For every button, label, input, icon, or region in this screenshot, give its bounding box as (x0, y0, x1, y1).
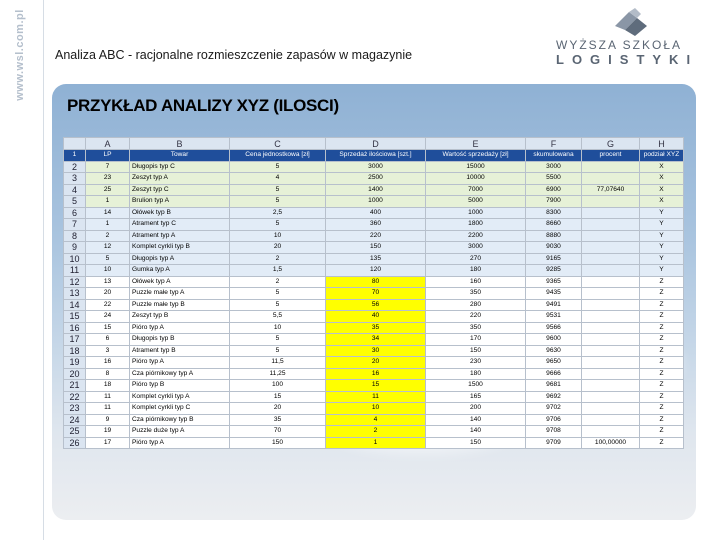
table-cell[interactable]: 2 (230, 253, 326, 265)
row-number[interactable]: 22 (64, 391, 86, 403)
table-cell[interactable]: 150 (230, 437, 326, 449)
table-cell[interactable]: 9650 (526, 357, 582, 369)
row-number[interactable]: 25 (64, 426, 86, 438)
table-cell[interactable]: 1 (86, 196, 130, 208)
table-cell[interactable]: 280 (426, 299, 526, 311)
table-cell[interactable]: Zeszyt typ C (130, 184, 230, 196)
table-cell[interactable]: Z (640, 357, 684, 369)
row-number[interactable]: 24 (64, 414, 86, 426)
table-cell[interactable]: 100,00000 (582, 437, 640, 449)
table-cell[interactable]: 140 (426, 414, 526, 426)
table-cell[interactable]: 9600 (526, 334, 582, 346)
table-cell[interactable] (582, 207, 640, 219)
table-cell[interactable]: 22 (86, 299, 130, 311)
slide-title: PRZYKŁAD ANALIZY XYZ (ILOSCI) (67, 96, 339, 115)
table-row (64, 391, 684, 403)
table-cell[interactable]: 7000 (426, 184, 526, 196)
table-cell[interactable]: Ołówek typ B (130, 207, 230, 219)
spreadsheet (63, 137, 684, 449)
sidebar (0, 0, 40, 540)
column-header: podział XYZ (640, 150, 684, 162)
row-number[interactable]: 8 (64, 230, 86, 242)
row-number[interactable]: 20 (64, 368, 86, 380)
table-cell[interactable]: 11,25 (230, 368, 326, 380)
row-number[interactable]: 9 (64, 242, 86, 254)
table-cell[interactable]: Komplet cyrkli typ A (130, 391, 230, 403)
table-cell[interactable]: Z (640, 368, 684, 380)
table-cell[interactable]: 160 (426, 276, 526, 288)
table-cell[interactable] (582, 161, 640, 173)
table-cell[interactable]: 5 (230, 334, 326, 346)
table-cell[interactable] (582, 253, 640, 265)
table-cell[interactable]: Z (640, 426, 684, 438)
table-cell[interactable]: Długopis typ A (130, 253, 230, 265)
table-cell[interactable]: 6 (86, 334, 130, 346)
table-cell[interactable] (582, 288, 640, 300)
table-row (64, 253, 684, 265)
table-cell[interactable]: 150 (426, 437, 526, 449)
table-row (64, 345, 684, 357)
table-cell[interactable]: 5 (230, 161, 326, 173)
table-cell[interactable]: Atrament typ A (130, 230, 230, 242)
table-cell[interactable]: Z (640, 299, 684, 311)
table-cell[interactable] (582, 414, 640, 426)
table-cell[interactable]: 20 (86, 288, 130, 300)
table-row (64, 161, 684, 173)
table-cell[interactable] (582, 403, 640, 415)
table-row (64, 437, 684, 449)
table-cell[interactable] (582, 265, 640, 277)
table-cell[interactable]: X (640, 196, 684, 208)
table-row (64, 230, 684, 242)
table-cell[interactable] (582, 357, 640, 369)
table-cell[interactable]: 9706 (526, 414, 582, 426)
table-cell[interactable] (582, 219, 640, 231)
table-cell[interactable]: 5 (230, 299, 326, 311)
row-number[interactable]: 2 (64, 161, 86, 173)
table-cell[interactable]: 8300 (526, 207, 582, 219)
row-number[interactable]: 5 (64, 196, 86, 208)
table-cell[interactable]: Puzzle duże typ A (130, 426, 230, 438)
column-header: skumulowana (526, 150, 582, 162)
table-cell[interactable]: 220 (426, 311, 526, 323)
table-cell[interactable]: 10 (86, 265, 130, 277)
table-cell[interactable]: Długopis typ B (130, 334, 230, 346)
table-cell[interactable]: 11,5 (230, 357, 326, 369)
table-cell[interactable]: 9365 (526, 276, 582, 288)
table-cell[interactable]: 15000 (426, 161, 526, 173)
row-number[interactable]: 23 (64, 403, 86, 415)
row-number[interactable]: 14 (64, 299, 86, 311)
table-cell[interactable]: Y (640, 253, 684, 265)
table-cell[interactable]: Z (640, 288, 684, 300)
table-cell[interactable]: Ołówek typ A (130, 276, 230, 288)
table-row (64, 414, 684, 426)
table-cell[interactable]: Y (640, 207, 684, 219)
table-cell[interactable]: Cza piórnikowy typ A (130, 368, 230, 380)
table-cell[interactable]: 9566 (526, 322, 582, 334)
table-cell[interactable]: 34 (326, 334, 426, 346)
table-cell[interactable]: 11 (86, 403, 130, 415)
table-cell[interactable]: 9692 (526, 391, 582, 403)
table-cell[interactable]: X (640, 161, 684, 173)
table-cell[interactable]: 1800 (426, 219, 526, 231)
row-number[interactable]: 13 (64, 288, 86, 300)
table-cell[interactable]: 2,5 (230, 207, 326, 219)
table-cell[interactable]: 9708 (526, 426, 582, 438)
table-cell[interactable] (582, 322, 640, 334)
table-cell[interactable]: Długopis typ C (130, 161, 230, 173)
table-cell[interactable]: 2500 (326, 173, 426, 185)
table-cell[interactable]: 9285 (526, 265, 582, 277)
column-letter[interactable]: A (86, 138, 130, 150)
table-cell[interactable]: 9666 (526, 368, 582, 380)
table-cell[interactable]: 5 (230, 288, 326, 300)
table-cell[interactable]: 56 (326, 299, 426, 311)
table-row (64, 426, 684, 438)
table-header-row (64, 150, 684, 162)
table-cell[interactable]: Pióro typ A (130, 357, 230, 369)
table-cell[interactable]: 10 (326, 403, 426, 415)
column-letter[interactable]: G (582, 138, 640, 150)
table-cell[interactable]: 1400 (326, 184, 426, 196)
table-cell[interactable]: 9435 (526, 288, 582, 300)
table-cell[interactable]: Gumka typ A (130, 265, 230, 277)
table-cell[interactable]: 35 (230, 414, 326, 426)
table-cell[interactable]: 10000 (426, 173, 526, 185)
logo-line2: LOGISTYKI (556, 52, 699, 67)
column-letter[interactable]: C (230, 138, 326, 150)
table-cell[interactable]: 8660 (526, 219, 582, 231)
table-cell[interactable]: 5 (86, 253, 130, 265)
table-cell[interactable]: 15 (326, 380, 426, 392)
table-cell[interactable]: Puzzle małe typ A (130, 288, 230, 300)
table-row (64, 196, 684, 208)
table-cell[interactable]: 350 (426, 288, 526, 300)
table-cell[interactable]: 12 (86, 242, 130, 254)
table-cell[interactable]: 9630 (526, 345, 582, 357)
table-cell[interactable] (582, 426, 640, 438)
table-cell[interactable]: 200 (426, 403, 526, 415)
sidebar-url-text: www.wsl.com.pl (14, 9, 26, 101)
table-cell[interactable]: 17 (86, 437, 130, 449)
table-cell[interactable]: 8880 (526, 230, 582, 242)
table-cell[interactable]: Z (640, 403, 684, 415)
table-cell[interactable]: 120 (326, 265, 426, 277)
table-cell[interactable]: 9165 (526, 253, 582, 265)
table-cell[interactable]: 150 (326, 242, 426, 254)
table-cell[interactable]: 400 (326, 207, 426, 219)
table-cell[interactable]: 5 (230, 219, 326, 231)
row-number[interactable]: 10 (64, 253, 86, 265)
table-cell[interactable]: 360 (326, 219, 426, 231)
table-cell[interactable]: Z (640, 276, 684, 288)
table-cell[interactable]: Komplet cyrkli typ B (130, 242, 230, 254)
table-row (64, 380, 684, 392)
table-cell[interactable]: 11 (86, 391, 130, 403)
table-cell[interactable]: 5000 (426, 196, 526, 208)
table-cell[interactable]: 1 (326, 437, 426, 449)
column-letter[interactable]: E (426, 138, 526, 150)
table-cell[interactable]: 8 (86, 368, 130, 380)
table-cell[interactable]: 14 (86, 207, 130, 219)
table-cell[interactable]: 180 (426, 368, 526, 380)
table-cell[interactable]: X (640, 173, 684, 185)
table-cell[interactable]: Brulion typ A (130, 196, 230, 208)
table-cell[interactable]: Z (640, 311, 684, 323)
table-cell[interactable] (582, 391, 640, 403)
table-cell[interactable]: 6900 (526, 184, 582, 196)
table-cell[interactable]: 5 (230, 184, 326, 196)
row-number[interactable]: 1 (64, 150, 86, 162)
table-cell[interactable]: 20 (230, 242, 326, 254)
table-cell[interactable] (582, 230, 640, 242)
table-cell[interactable]: 15 (230, 391, 326, 403)
page-title: Analiza ABC - racjonalne rozmieszczenie zapasów w magazynie (55, 48, 413, 62)
sheet-corner[interactable] (64, 138, 86, 150)
table-row (64, 322, 684, 334)
table-cell[interactable]: 80 (326, 276, 426, 288)
column-header: Sprzedaż ilościowa [szt.] (326, 150, 426, 162)
logo-line1: WYŻSZA SZKOŁA (556, 38, 683, 52)
table-cell[interactable]: 40 (326, 311, 426, 323)
table-cell[interactable] (582, 276, 640, 288)
table-cell[interactable]: 11 (326, 391, 426, 403)
table-cell[interactable]: 1000 (326, 196, 426, 208)
table-cell[interactable]: 100 (230, 380, 326, 392)
row-number[interactable]: 17 (64, 334, 86, 346)
table-cell[interactable]: Y (640, 242, 684, 254)
table-cell[interactable] (582, 311, 640, 323)
table-cell[interactable]: Puzzle małe typ B (130, 299, 230, 311)
column-letter-row (64, 138, 684, 150)
table-cell[interactable]: 19 (86, 426, 130, 438)
table-cell[interactable]: Pióro typ A (130, 322, 230, 334)
column-letter[interactable]: B (130, 138, 230, 150)
table-cell[interactable]: Z (640, 414, 684, 426)
table-cell[interactable]: 3 (86, 345, 130, 357)
sidebar-url (0, 0, 40, 110)
table-row (64, 242, 684, 254)
table-row (64, 288, 684, 300)
table-cell[interactable]: 2200 (426, 230, 526, 242)
table-cell[interactable]: 2 (86, 230, 130, 242)
table-row (64, 357, 684, 369)
table-cell[interactable]: 25 (86, 184, 130, 196)
table-cell[interactable]: Atrament typ C (130, 219, 230, 231)
table-cell[interactable]: 70 (326, 288, 426, 300)
table-cell[interactable]: Z (640, 391, 684, 403)
table-row (64, 311, 684, 323)
table-cell[interactable]: 10 (230, 230, 326, 242)
table-cell[interactable]: 2 (230, 276, 326, 288)
column-header: LP (86, 150, 130, 162)
table-cell[interactable]: 135 (326, 253, 426, 265)
table-cell[interactable]: 230 (426, 357, 526, 369)
table-cell[interactable] (582, 345, 640, 357)
table-cell[interactable]: Z (640, 345, 684, 357)
table-cell[interactable]: 5,5 (230, 311, 326, 323)
table-cell[interactable]: 5500 (526, 173, 582, 185)
table-cell[interactable]: 3000 (426, 242, 526, 254)
table-cell[interactable]: 1 (86, 219, 130, 231)
table-cell[interactable] (582, 368, 640, 380)
table-cell[interactable] (582, 242, 640, 254)
row-number[interactable]: 16 (64, 322, 86, 334)
table-cell[interactable]: Z (640, 437, 684, 449)
row-number[interactable]: 6 (64, 207, 86, 219)
table-cell[interactable]: 2 (326, 426, 426, 438)
table-row (64, 265, 684, 277)
table-cell[interactable]: 20 (326, 357, 426, 369)
table-cell[interactable]: 150 (426, 345, 526, 357)
table-cell[interactable]: Z (640, 380, 684, 392)
table-cell[interactable]: 70 (230, 426, 326, 438)
table-cell[interactable]: Y (640, 265, 684, 277)
table-cell[interactable]: 13 (86, 276, 130, 288)
column-header: Cena jednostkowa [zł] (230, 150, 326, 162)
table-cell[interactable]: 30 (326, 345, 426, 357)
table-cell[interactable]: 1000 (426, 207, 526, 219)
table-cell[interactable]: Pióro typ A (130, 437, 230, 449)
table-cell[interactable] (582, 196, 640, 208)
table-cell[interactable]: 35 (326, 322, 426, 334)
table-cell[interactable]: 9030 (526, 242, 582, 254)
table-cell[interactable]: 5 (230, 345, 326, 357)
table-cell[interactable]: 9531 (526, 311, 582, 323)
table-cell[interactable]: Zeszyt typ A (130, 173, 230, 185)
table-cell[interactable]: 9681 (526, 380, 582, 392)
table-cell[interactable]: 4 (230, 173, 326, 185)
table-cell[interactable]: 3000 (526, 161, 582, 173)
table-row (64, 184, 684, 196)
row-number[interactable]: 12 (64, 276, 86, 288)
table-cell[interactable]: 15 (86, 322, 130, 334)
table-cell[interactable]: 1500 (426, 380, 526, 392)
row-number[interactable]: 4 (64, 184, 86, 196)
column-letter[interactable]: H (640, 138, 684, 150)
table-cell[interactable]: 9 (86, 414, 130, 426)
table-cell[interactable]: 220 (326, 230, 426, 242)
table-row (64, 334, 684, 346)
table-cell[interactable]: 9709 (526, 437, 582, 449)
table-cell[interactable]: Y (640, 230, 684, 242)
table-cell[interactable] (582, 380, 640, 392)
table-cell[interactable]: 165 (426, 391, 526, 403)
table-cell[interactable]: 7900 (526, 196, 582, 208)
table-cell[interactable]: 4 (326, 414, 426, 426)
table-cell[interactable]: 16 (326, 368, 426, 380)
table-cell[interactable] (582, 334, 640, 346)
table-row (64, 403, 684, 415)
table-row (64, 368, 684, 380)
table-cell[interactable]: 1,5 (230, 265, 326, 277)
table-cell[interactable]: 7 (86, 161, 130, 173)
table-cell[interactable]: 140 (426, 426, 526, 438)
column-letter[interactable]: D (326, 138, 426, 150)
table-cell[interactable]: Y (640, 219, 684, 231)
table-row (64, 173, 684, 185)
table-cell[interactable]: 18 (86, 380, 130, 392)
row-number[interactable]: 18 (64, 345, 86, 357)
table-cell[interactable]: Z (640, 322, 684, 334)
sidebar-divider (43, 0, 44, 540)
table-cell[interactable]: Komplet cyrkli typ C (130, 403, 230, 415)
table-cell[interactable]: 180 (426, 265, 526, 277)
table-cell[interactable]: 10 (230, 322, 326, 334)
table-row (64, 207, 684, 219)
table-cell[interactable]: 24 (86, 311, 130, 323)
table-cell[interactable]: Atrament typ B (130, 345, 230, 357)
table-cell[interactable]: 9491 (526, 299, 582, 311)
row-number[interactable]: 21 (64, 380, 86, 392)
row-number[interactable]: 15 (64, 311, 86, 323)
table-cell[interactable] (582, 299, 640, 311)
row-number[interactable]: 7 (64, 219, 86, 231)
table-cell[interactable]: 270 (426, 253, 526, 265)
row-number[interactable]: 19 (64, 357, 86, 369)
table-row (64, 299, 684, 311)
table-cell[interactable]: 20 (230, 403, 326, 415)
table-cell[interactable]: 5 (230, 196, 326, 208)
table-cell[interactable]: Z (640, 334, 684, 346)
table-cell[interactable]: X (640, 184, 684, 196)
table-cell[interactable]: Zeszyt typ B (130, 311, 230, 323)
table-row (64, 219, 684, 231)
row-number[interactable]: 3 (64, 173, 86, 185)
table-cell[interactable] (582, 173, 640, 185)
column-header: procent (582, 150, 640, 162)
table-cell[interactable]: 3000 (326, 161, 426, 173)
row-number[interactable]: 11 (64, 265, 86, 277)
column-header: Towar (130, 150, 230, 162)
logo-mark-icon (611, 8, 651, 40)
table-row (64, 276, 684, 288)
logo (556, 8, 706, 68)
table-cell[interactable]: 9702 (526, 403, 582, 415)
table-cell[interactable]: 23 (86, 173, 130, 185)
column-header: Wartość sprzedaży [zł] (426, 150, 526, 162)
table-cell[interactable]: Pióro typ B (130, 380, 230, 392)
table-cell[interactable]: 77,07640 (582, 184, 640, 196)
table-cell[interactable]: Cza piórnikowy typ B (130, 414, 230, 426)
row-number[interactable]: 26 (64, 437, 86, 449)
column-letter[interactable]: F (526, 138, 582, 150)
table-cell[interactable]: 16 (86, 357, 130, 369)
table-cell[interactable]: 350 (426, 322, 526, 334)
table-cell[interactable]: 170 (426, 334, 526, 346)
